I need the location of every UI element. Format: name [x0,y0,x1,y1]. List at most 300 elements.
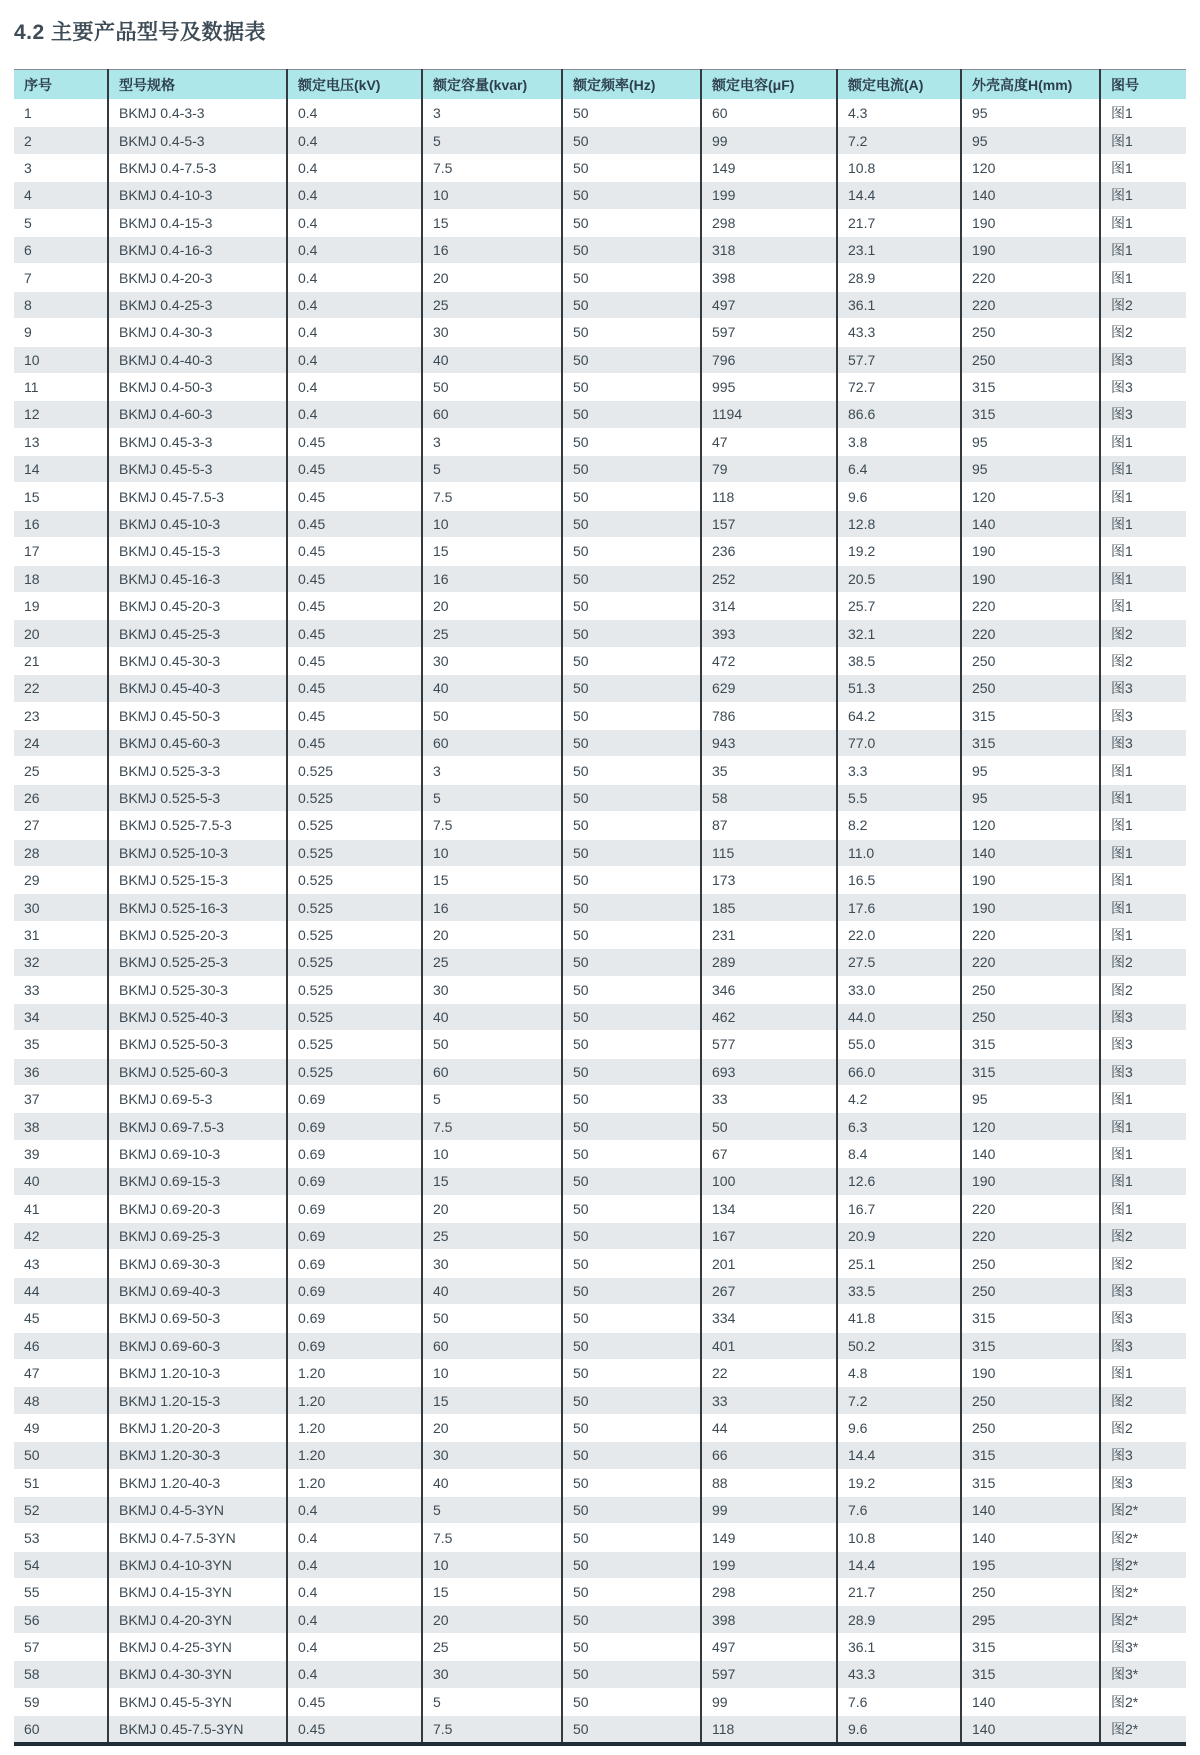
table-row [14,1579,1186,1606]
table-cell: 图2* [1100,1551,1186,1578]
table-cell: 346 [701,976,837,1003]
table-cell: 20 [422,1414,562,1441]
table-cell: 50 [562,866,701,893]
table-cell: 图1 [1100,593,1186,620]
table-cell: 图2 [1100,291,1186,318]
table-row [14,346,1186,373]
table-cell: 0.4 [287,182,422,209]
table-row [14,949,1186,976]
table-cell: 33 [701,1387,837,1414]
product-table [14,69,1186,1746]
table-cell: 20 [422,264,562,291]
table-cell: 0.45 [287,702,422,729]
table-cell: 0.4 [287,127,422,154]
table-cell: 10.8 [837,1524,961,1551]
table-cell: BKMJ 0.45-7.5-3 [108,483,287,510]
table-cell: 220 [961,949,1100,976]
table-cell: 图2 [1100,1387,1186,1414]
table-cell: 0.525 [287,921,422,948]
table-cell: BKMJ 0.45-5-3 [108,456,287,483]
table-cell: 图1 [1100,1113,1186,1140]
table-body [14,100,1186,1745]
table-cell: 24 [14,729,108,756]
table-cell: BKMJ 0.45-30-3 [108,647,287,674]
table-cell: 46 [14,1332,108,1359]
table-cell: 50 [562,729,701,756]
table-row [14,401,1186,428]
table-cell: 图1 [1100,428,1186,455]
table-cell: 0.4 [287,1524,422,1551]
table-cell: 250 [961,1387,1100,1414]
table-cell: 231 [701,921,837,948]
table-cell: BKMJ 1.20-10-3 [108,1359,287,1386]
table-cell: 50 [562,757,701,784]
table-cell: 50 [562,1250,701,1277]
table-cell: 40 [14,1168,108,1195]
table-row [14,784,1186,811]
table-cell: 50 [562,1606,701,1633]
table-cell: BKMJ 0.4-25-3YN [108,1633,287,1660]
table-cell: 16 [14,510,108,537]
table-cell: 25 [422,949,562,976]
table-cell: 图3 [1100,1442,1186,1469]
table-row [14,1442,1186,1469]
table-row [14,1359,1186,1386]
table-cell: 图1 [1100,483,1186,510]
table-cell: 图3 [1100,373,1186,400]
table-cell: 7.2 [837,127,961,154]
table-cell: 149 [701,154,837,181]
table-cell: BKMJ 0.525-16-3 [108,894,287,921]
table-cell: BKMJ 0.4-20-3YN [108,1606,287,1633]
table-row [14,593,1186,620]
table-cell: 4.2 [837,1086,961,1113]
table-cell: 220 [961,620,1100,647]
table-cell: 50 [562,1277,701,1304]
table-cell: 8.4 [837,1140,961,1167]
table-row [14,1031,1186,1058]
table-cell: BKMJ 0.4-50-3 [108,373,287,400]
table-cell: 26 [14,784,108,811]
table-cell: 45 [14,1305,108,1332]
table-cell: BKMJ 0.4-16-3 [108,236,287,263]
table-cell: 25 [422,620,562,647]
table-cell: 50 [562,1195,701,1222]
table-cell: 50 [562,812,701,839]
table-cell: BKMJ 0.525-15-3 [108,866,287,893]
table-cell: 173 [701,866,837,893]
table-cell: 图1 [1100,182,1186,209]
table-cell: 50 [562,483,701,510]
table-cell: 5 [422,1688,562,1715]
table-cell: 50 [562,1688,701,1715]
table-cell: 54 [14,1551,108,1578]
table-cell: 34 [14,1003,108,1030]
table-cell: 472 [701,647,837,674]
table-cell: 190 [961,894,1100,921]
table-cell: 0.45 [287,456,422,483]
table-cell: 50 [422,702,562,729]
table-cell: 4 [14,182,108,209]
table-cell: 12.6 [837,1168,961,1195]
table-cell: 298 [701,209,837,236]
table-cell: 图3 [1100,401,1186,428]
table-cell: 17.6 [837,894,961,921]
table-cell: 图1 [1100,1140,1186,1167]
table-cell: 95 [961,784,1100,811]
table-cell: 0.45 [287,510,422,537]
table-cell: 140 [961,839,1100,866]
table-cell: 5 [422,1086,562,1113]
table-cell: BKMJ 0.4-10-3 [108,182,287,209]
table-cell: 220 [961,291,1100,318]
table-cell: 51.3 [837,675,961,702]
table-cell: 140 [961,182,1100,209]
table-row [14,319,1186,346]
table-cell: BKMJ 1.20-20-3 [108,1414,287,1441]
table-cell: 图2* [1100,1606,1186,1633]
table-cell: 315 [961,1442,1100,1469]
table-row [14,538,1186,565]
table-cell: 50 [562,1524,701,1551]
table-cell: 88 [701,1469,837,1496]
table-cell: BKMJ 0.4-25-3 [108,291,287,318]
table-row [14,565,1186,592]
table-cell: BKMJ 0.45-20-3 [108,593,287,620]
table-cell: BKMJ 0.4-7.5-3YN [108,1524,287,1551]
table-row [14,866,1186,893]
table-cell: BKMJ 0.69-10-3 [108,1140,287,1167]
table-cell: 315 [961,702,1100,729]
table-cell: BKMJ 0.69-40-3 [108,1277,287,1304]
table-cell: 943 [701,729,837,756]
table-cell: 315 [961,1469,1100,1496]
table-row [14,1661,1186,1688]
table-cell: 8 [14,291,108,318]
table-row [14,976,1186,1003]
table-cell: 25.1 [837,1250,961,1277]
table-row [14,428,1186,455]
table-cell: 236 [701,538,837,565]
table-row [14,1332,1186,1359]
table-cell: 16 [422,565,562,592]
table-cell: 250 [961,346,1100,373]
table-cell: 50 [14,1442,108,1469]
table-cell: 250 [961,1250,1100,1277]
table-cell: 50 [562,702,701,729]
table-cell: 0.69 [287,1250,422,1277]
table-cell: 140 [961,1524,1100,1551]
table-cell: 27 [14,812,108,839]
table-cell: 1194 [701,401,837,428]
table-cell: BKMJ 0.69-7.5-3 [108,1113,287,1140]
table-cell: 50 [562,127,701,154]
table-cell: 图1 [1100,127,1186,154]
table-cell: BKMJ 1.20-15-3 [108,1387,287,1414]
table-cell: 5 [14,209,108,236]
table-cell: 36.1 [837,1633,961,1660]
table-cell: 图1 [1100,1359,1186,1386]
table-cell: BKMJ 0.45-60-3 [108,729,287,756]
table-cell: 9 [14,319,108,346]
table-cell: 50 [422,1305,562,1332]
table-cell: 6.4 [837,456,961,483]
table-cell: 0.525 [287,1003,422,1030]
table-cell: 497 [701,1633,837,1660]
table-cell: 0.4 [287,1633,422,1660]
table-cell: 14 [14,456,108,483]
table-cell: BKMJ 0.45-7.5-3YN [108,1716,287,1745]
table-row [14,1414,1186,1441]
table-cell: 30 [422,1442,562,1469]
table-cell: 250 [961,1579,1100,1606]
table-cell: 图1 [1100,510,1186,537]
table-cell: 315 [961,1332,1100,1359]
table-cell: 22 [701,1359,837,1386]
table-cell: 40 [422,1003,562,1030]
table-cell: BKMJ 0.45-16-3 [108,565,287,592]
table-cell: 462 [701,1003,837,1030]
table-cell: 195 [961,1551,1100,1578]
table-row [14,1716,1186,1745]
table-cell: 48 [14,1387,108,1414]
table-cell: BKMJ 0.4-5-3 [108,127,287,154]
table-cell: 图1 [1100,264,1186,291]
table-cell: 185 [701,894,837,921]
table-cell: 50 [562,373,701,400]
table-cell: 21 [14,647,108,674]
table-cell: BKMJ 0.69-20-3 [108,1195,287,1222]
table-cell: 86.6 [837,401,961,428]
table-cell: 30 [422,647,562,674]
table-cell: 1.20 [287,1414,422,1441]
table-cell: 47 [14,1359,108,1386]
table-cell: 47 [701,428,837,455]
table-cell: 0.69 [287,1277,422,1304]
table-cell: 0.4 [287,1579,422,1606]
page-title: 4.2 主要产品型号及数据表 [14,21,267,44]
column-header: 图号 [1100,70,1186,100]
table-row [14,839,1186,866]
table-row [14,373,1186,400]
table-row [14,236,1186,263]
table-cell: 50 [562,894,701,921]
table-cell: 50 [562,428,701,455]
table-cell: BKMJ 0.4-30-3YN [108,1661,287,1688]
table-cell: 0.4 [287,319,422,346]
table-cell: 52 [14,1496,108,1523]
table-cell: 0.525 [287,1031,422,1058]
table-cell: 图3 [1100,1277,1186,1304]
table-cell: 315 [961,1661,1100,1688]
table-cell: BKMJ 0.525-50-3 [108,1031,287,1058]
table-cell: 59 [14,1688,108,1715]
table-cell: 21.7 [837,1579,961,1606]
table-cell: 0.69 [287,1332,422,1359]
table-cell: 50 [562,1058,701,1085]
table-cell: BKMJ 0.4-7.5-3 [108,154,287,181]
table-cell: BKMJ 0.45-50-3 [108,702,287,729]
table-cell: 95 [961,1086,1100,1113]
table-cell: 44 [701,1414,837,1441]
table-cell: 50 [562,1579,701,1606]
table-cell: 50 [562,456,701,483]
table-cell: 50 [562,1387,701,1414]
table-cell: 7.6 [837,1688,961,1715]
table-cell: 20 [422,593,562,620]
table-cell: 190 [961,866,1100,893]
table-cell: 图2 [1100,949,1186,976]
table-cell: 3 [422,100,562,127]
table-cell: BKMJ 0.4-3-3 [108,100,287,127]
table-cell: 25 [14,757,108,784]
column-header: 额定电容(μF) [701,70,837,100]
table-cell: BKMJ 0.525-60-3 [108,1058,287,1085]
table-cell: 8.2 [837,812,961,839]
table-cell: 33 [14,976,108,1003]
table-cell: 28.9 [837,264,961,291]
table-cell: 120 [961,154,1100,181]
table-cell: 25.7 [837,593,961,620]
table-row [14,620,1186,647]
table-row [14,702,1186,729]
table-cell: 42 [14,1223,108,1250]
table-cell: 14.4 [837,182,961,209]
table-cell: 15 [422,866,562,893]
table-cell: 50 [562,1661,701,1688]
table-row [14,1003,1186,1030]
table-cell: 20 [422,1606,562,1633]
table-cell: 7.6 [837,1496,961,1523]
table-cell: 3 [14,154,108,181]
table-cell: BKMJ 0.525-10-3 [108,839,287,866]
table-cell: 67 [701,1140,837,1167]
table-cell: 50 [562,1359,701,1386]
table-cell: 1.20 [287,1442,422,1469]
table-cell: 140 [961,1716,1100,1745]
table-cell: 50 [562,236,701,263]
table-cell: 0.45 [287,675,422,702]
table-cell: 315 [961,401,1100,428]
table-cell: 10 [14,346,108,373]
table-cell: 0.525 [287,894,422,921]
table-cell: 图1 [1100,154,1186,181]
table-cell: 0.69 [287,1195,422,1222]
table-cell: 55.0 [837,1031,961,1058]
table-cell: 50 [562,949,701,976]
table-cell: 图3 [1100,1003,1186,1030]
table-cell: 0.45 [287,1688,422,1715]
table-cell: 5 [422,127,562,154]
table-cell: 20 [422,1195,562,1222]
table-cell: 6.3 [837,1113,961,1140]
table-cell: 693 [701,1058,837,1085]
table-row [14,729,1186,756]
table-cell: 0.69 [287,1168,422,1195]
table-cell: 图1 [1100,236,1186,263]
table-cell: 252 [701,565,837,592]
table-cell: 22 [14,675,108,702]
table-cell: 250 [961,675,1100,702]
table-cell: 20 [422,921,562,948]
table-cell: 图3 [1100,1469,1186,1496]
table-row [14,127,1186,154]
table-cell: 87 [701,812,837,839]
table-row [14,1688,1186,1715]
table-cell: 50 [562,1031,701,1058]
table-cell: 50 [562,1716,701,1745]
table-row [14,1524,1186,1551]
table-cell: 0.69 [287,1113,422,1140]
table-cell: 0.4 [287,401,422,428]
table-cell: 99 [701,127,837,154]
table-cell: 0.525 [287,976,422,1003]
table-cell: 44 [14,1277,108,1304]
table-cell: 50 [562,1305,701,1332]
table-cell: 220 [961,264,1100,291]
table-cell: BKMJ 0.4-15-3 [108,209,287,236]
table-cell: 5 [422,1496,562,1523]
table-cell: BKMJ 0.525-25-3 [108,949,287,976]
table-cell: 图3 [1100,702,1186,729]
table-cell: 0.4 [287,1606,422,1633]
table-cell: 118 [701,483,837,510]
table-cell: 图1 [1100,784,1186,811]
table-cell: 50 [562,647,701,674]
table-cell: 60 [422,1058,562,1085]
table-row [14,182,1186,209]
table-cell: 7.5 [422,1524,562,1551]
table-row [14,1305,1186,1332]
table-cell: 19.2 [837,538,961,565]
table-cell: 95 [961,456,1100,483]
table-cell: BKMJ 0.4-40-3 [108,346,287,373]
table-cell: 2 [14,127,108,154]
table-cell: 5 [422,784,562,811]
table-cell: 0.45 [287,620,422,647]
table-cell: 401 [701,1332,837,1359]
table-cell: 140 [961,1140,1100,1167]
table-cell: 图1 [1100,839,1186,866]
table-cell: 50 [562,1086,701,1113]
table-cell: 0.69 [287,1140,422,1167]
table-row [14,1223,1186,1250]
table-cell: 53 [14,1524,108,1551]
table-row [14,510,1186,537]
table-cell: 6 [14,236,108,263]
table-row [14,1387,1186,1414]
table-header [14,70,1186,100]
table-cell: 50 [562,1414,701,1441]
table-cell: 图3 [1100,675,1186,702]
column-header: 额定容量(kvar) [422,70,562,100]
table-cell: 图1 [1100,565,1186,592]
table-cell: 图3* [1100,1633,1186,1660]
table-cell: 图1 [1100,100,1186,127]
table-cell: 33.0 [837,976,961,1003]
table-cell: 17 [14,538,108,565]
table-row [14,1469,1186,1496]
table-cell: 55 [14,1579,108,1606]
table-cell: 39 [14,1140,108,1167]
table-cell: 图1 [1100,921,1186,948]
table-cell: 220 [961,593,1100,620]
table-cell: 16 [422,894,562,921]
table-cell: 50 [562,1469,701,1496]
table-cell: 190 [961,209,1100,236]
table-row [14,291,1186,318]
table-cell: 0.4 [287,154,422,181]
